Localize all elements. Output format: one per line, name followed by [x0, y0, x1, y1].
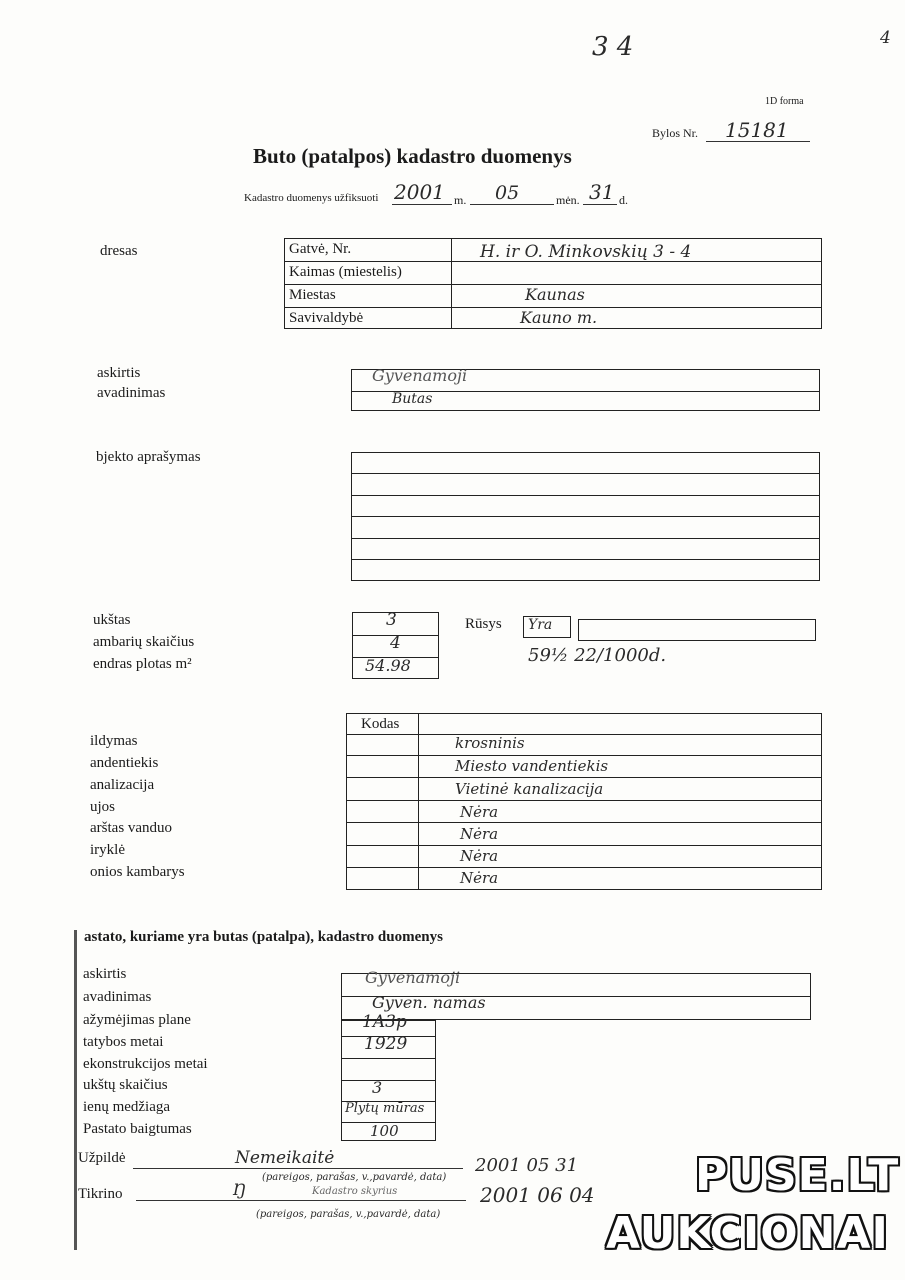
name-label: avadinimas: [97, 385, 166, 401]
address-value-municipality: Kauno m.: [520, 308, 598, 327]
building-label-floors: ukštų skaičius: [83, 1077, 168, 1093]
year-unit: m.: [454, 193, 467, 207]
utility-value-bathroom: Nėra: [460, 869, 499, 887]
building-label-walls: ienų medžiaga: [83, 1099, 171, 1115]
checked-date: 2001 06 04: [480, 1183, 595, 1207]
filled-line: [133, 1168, 463, 1169]
scan-edge: [74, 930, 77, 1250]
utility-label-heating: ildymas: [90, 733, 138, 749]
building-label-year: tatybos metai: [83, 1034, 164, 1050]
name-value: Butas: [392, 391, 433, 407]
page-number-corner: 4: [880, 28, 891, 48]
building-floors-value: 3: [372, 1078, 383, 1097]
building-label-purpose: askirtis: [83, 966, 127, 982]
month-unit: mėn.: [556, 193, 580, 207]
utility-value-heating: krosninis: [455, 734, 525, 752]
recorded-label: Kadastro duomenys užfiksuoti: [244, 192, 379, 204]
day-line: [583, 204, 617, 205]
checked-label: Tikrino: [78, 1186, 123, 1202]
rooms-value: 4: [390, 633, 401, 653]
building-label-completeness: Pastato baigtumas: [83, 1121, 192, 1137]
utility-value-water: Miesto vandentiekis: [455, 757, 609, 775]
recorded-day: 31: [589, 180, 615, 204]
watermark-line-1: PUSE.LT: [695, 1150, 900, 1201]
share-note: 59½ 22/1000d.: [528, 645, 667, 666]
building-plan-mark: 1A3p: [362, 1012, 407, 1032]
page-title: Buto (patalpos) kadastro duomenys: [253, 144, 572, 168]
floor-value: 3: [386, 610, 397, 630]
recorded-month: 05: [495, 182, 520, 204]
case-label: Bylos Nr.: [652, 126, 699, 140]
utility-value-hot-water: Nėra: [460, 825, 499, 843]
watermark-line-2: AUKCIONAI: [606, 1208, 889, 1259]
type-label: Rūsys: [465, 616, 502, 632]
building-section-title: astato, kuriame yra butas (patalpa), kadastro duomenys: [84, 929, 443, 945]
building-label-reconstruction: ekonstrukcijos metai: [83, 1056, 208, 1072]
checked-caption: (pareigos, parašas, v.,pavardė, data): [256, 1209, 441, 1220]
building-walls-value: Plytų mūras: [345, 1101, 425, 1116]
address-label-city: Miestas: [289, 287, 336, 303]
utility-value-sewage: Vietinė kanalizacija: [455, 780, 604, 798]
recorded-year: 2001: [394, 180, 445, 204]
utilities-code-header: Kodas: [361, 716, 400, 732]
stamp-text: Kadastro skyrius: [312, 1186, 398, 1197]
page-number-handwritten: 3 4: [592, 32, 634, 62]
building-name-value: Gyven. namas: [372, 993, 486, 1012]
floor-label: ukštas: [93, 612, 131, 628]
address-value-city: Kaunas: [525, 285, 585, 304]
purpose-value: Gyvenamoji: [372, 366, 468, 385]
area-label: endras plotas m²: [93, 656, 192, 672]
filled-label: Užpildė: [78, 1150, 126, 1166]
address-section-label: dresas: [100, 243, 138, 259]
filled-date: 2001 05 31: [475, 1155, 579, 1176]
area-value: 54.98: [365, 656, 411, 675]
purpose-label: askirtis: [97, 365, 141, 381]
month-line: [470, 204, 554, 205]
utility-label-hot-water: arštas vanduo: [90, 820, 173, 836]
address-label-village: Kaimas (miestelis): [289, 264, 402, 280]
filled-caption: (pareigos, parašas, v.,pavardė, data): [262, 1172, 447, 1183]
building-year-value: 1929: [364, 1034, 408, 1054]
type-extra-box: [578, 619, 816, 641]
utility-value-gas: Nėra: [460, 803, 499, 821]
case-number-line: [706, 141, 810, 142]
building-label-plan: ažymėjimas plane: [83, 1012, 191, 1028]
utility-label-bathroom: onios kambarys: [90, 864, 185, 880]
building-purpose-value: Gyvenamoji: [365, 968, 461, 987]
utility-label-water: andentiekis: [90, 755, 159, 771]
utility-label-sewage: analizacija: [90, 777, 155, 793]
form-id: 1D forma: [765, 96, 804, 107]
object-label: bjekto aprašymas: [96, 449, 201, 465]
day-unit: d.: [619, 193, 628, 207]
address-label-municipality: Savivaldybė: [289, 310, 364, 326]
checked-signature-mark: Ŋ: [232, 1180, 246, 1199]
utility-value-stove: Nėra: [460, 847, 499, 865]
filled-signature: Nemeikaitė: [235, 1148, 335, 1168]
building-label-name: avadinimas: [83, 989, 152, 1005]
address-label-street: Gatvė, Nr.: [289, 241, 352, 257]
utility-label-gas: ujos: [90, 799, 116, 815]
year-line: [392, 204, 452, 205]
address-value-street: H. ir O. Minkovskių 3 - 4: [480, 242, 692, 262]
checked-line: [136, 1200, 466, 1201]
utility-label-stove: iryklė: [90, 842, 125, 858]
case-number: 15181: [725, 118, 789, 142]
type-value: Yra: [528, 617, 553, 633]
building-completeness-value: 100: [370, 1122, 399, 1140]
rooms-label: ambarių skaičius: [93, 634, 195, 650]
